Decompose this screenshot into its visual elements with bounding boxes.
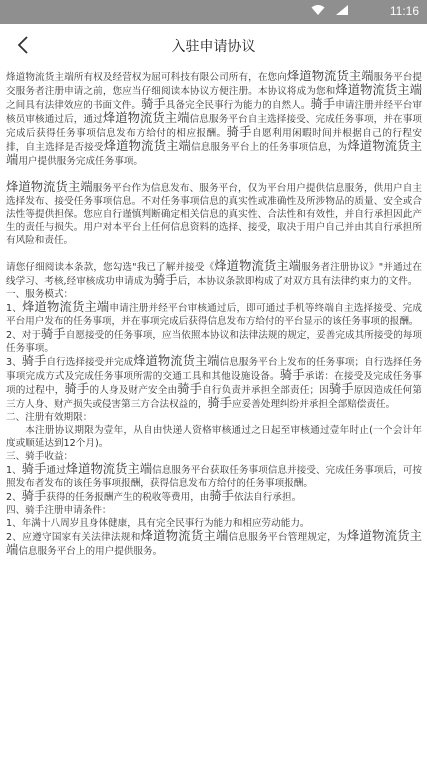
text-segment: 用户提供服务完成任务事项。 [18, 156, 144, 167]
section-heading-income: 三、骑手收益： [6, 451, 74, 462]
emphasized-text: 烽道物流货主端 [286, 70, 374, 83]
clause-conditions-1: 1、年满十八周岁且身体健康，具有完全民事行为能力和相应劳动能力。 [6, 518, 310, 529]
text-segment: 信息服务平台上发布的任务事项；自行选择任务事项完成方式及完成任务事项所需的交通工具和其他设施设备。 [6, 357, 422, 382]
text-segment: 信息服务平台自主选择接受、完成任务事项，并在事项完成后获得任务事项信息发布方给付的相应报酬。 [6, 114, 422, 139]
emphasized-text: 骑手 [328, 382, 354, 396]
text-segment: 请您仔细阅读本条款，您勾选"我已了解并接受《 [6, 262, 215, 273]
emphasized-text: 骑手 [41, 327, 66, 341]
clause-conditions-2 [6, 530, 422, 558]
signal-icon [335, 4, 349, 16]
section-heading-conditions: 四、骑手注册申请条件： [6, 505, 112, 516]
text-segment: 自行负责并承担全部责任；因 [202, 385, 329, 396]
nav-bar [0, 24, 427, 66]
emphasized-text: 骑手 [21, 354, 47, 368]
emphasized-text: 骑手 [310, 97, 336, 111]
text-segment: 2、应遵守国家有关法律法规和 [6, 532, 141, 543]
emphasized-text: 烽道物流货主端 [102, 111, 190, 125]
text-segment: 后，本协议条款即构成了对双方具有法律约束力的文件。 [177, 276, 418, 287]
emphasized-text: 烽道物流货主端 [6, 180, 93, 194]
page-title: 入驻申请协议 [171, 39, 256, 55]
clause-service-3 [6, 355, 422, 411]
clause-validity-1: 本注册协议期限为壹年，从自由快递人资格审核通过之日起至审核通过壹年时止(一个会计年度或顺延达到12个月)。 [6, 425, 422, 449]
text-segment: 原因造成任何第三方人身、财产损失或侵害第三方合法权益的， [6, 385, 422, 410]
emphasized-text: 烽道物流货主端 [140, 529, 229, 543]
emphasized-text: 骑手 [209, 489, 235, 503]
emphasized-text: 烽道物流货主端 [103, 139, 192, 153]
text-segment: 信息服务平台获取任务事项信息并接受、完成任务事项后，可按照发布者发布的该任务事项报酬，获得信息发布方给付的任务事项报酬。 [6, 465, 422, 489]
clause-service-2 [6, 328, 422, 355]
emphasized-text: 烽道物流货主端 [6, 139, 422, 167]
clause-service-1 [6, 301, 422, 328]
text-segment: 3、 [6, 357, 22, 368]
agreement-paragraph-disclaimer [6, 181, 422, 247]
text-segment: 1、 [6, 465, 22, 476]
text-segment: 具备完全民事行为能力的自然人。 [165, 100, 311, 111]
text-segment: 1、 [6, 303, 23, 314]
emphasized-text: 骑手 [207, 396, 233, 410]
text-segment: 服务平台作为信息发布、服务平台，仅为平台用户提供信息服务，供用户自主选择发布、接受任务事项信息。不对任务事项信息的真实性或准确性及所涉物品的质量、安全或合法性等提供担保。您应自行谨慎判断确定相关信息的真实性、合法性和有效性，并自行承担因此产生的责任与损失。用户对本平台上任何信息资料的选择、接受，取决于用户自己并由其自行承担所有风险和责任。 [6, 183, 422, 246]
text-segment: 自愿利用闲暇时间并根据自己的行程安排，自主选择是否接受 [6, 128, 422, 153]
text-segment: 信息服务平台管理规定，为 [228, 532, 347, 543]
text-segment: 2、对于 [6, 330, 42, 341]
emphasized-text: 烽道物流货主端 [335, 83, 422, 97]
agreement-content[interactable] [6, 70, 422, 750]
emphasized-text: 骑手 [21, 489, 47, 503]
emphasized-text: 骑手 [177, 382, 203, 396]
emphasized-text: 骑手 [279, 368, 305, 382]
status-time: 11:16 [389, 4, 419, 18]
clause-income-1 [6, 463, 422, 490]
status-icons [311, 4, 349, 16]
text-segment: 自行选择接受并完成 [46, 357, 134, 368]
text-segment: 的人身及财产安全由 [89, 385, 178, 396]
emphasized-text: 烽道物流货主端 [65, 462, 153, 476]
emphasized-text: 烽道物流货主端 [6, 529, 422, 557]
text-segment: 服务者注册协议》"并通过在线学习、考核,经审核成功申请成为 [6, 262, 422, 287]
text-segment: 之间具有法律效应的书面文件。 [6, 100, 142, 111]
text-segment: 烽道物流货主端所有权及经营权为屈可科技有限公司所有，在您向 [6, 72, 287, 83]
emphasized-text: 骑手 [226, 125, 253, 139]
text-segment: 依法自行承担。 [234, 492, 302, 503]
section-heading-validity: 二、注册有效期限： [6, 412, 93, 423]
text-segment: 申请注册并经平台审核通过后，即可通过手机等终端自主选择接受、完成平台用户发布的任务事项，并在事项完成后获得信息发布方给付的平台显示的该任务事项的报酬。 [6, 303, 422, 327]
agreement-paragraph-consent [6, 260, 422, 288]
emphasized-text: 骑手 [141, 97, 166, 111]
emphasized-text: 烽道物流货主端 [22, 300, 110, 314]
text-segment: 申请注册并经平台审核员审核通过后，通过 [6, 100, 422, 125]
text-segment: 服务平台提交服务者注册申请之前，您应当仔细阅读本协议方便注册。本协议将成为您和 [6, 72, 422, 97]
text-segment: 2、 [6, 492, 22, 503]
text-segment: 信息服务平台上的任务事项信息，为 [191, 142, 348, 153]
emphasized-text: 骑手 [64, 382, 90, 396]
agreement-paragraph-intro [6, 70, 422, 168]
emphasized-text: 烽道物流货主端 [133, 354, 220, 368]
text-segment: 自愿接受的任务事项，应当依照本协议和法律法规的规定，妥善完成其所接受的每项任务事项。 [6, 330, 422, 354]
status-bar [0, 0, 427, 24]
text-segment: 获得的任务报酬产生的税收等费用，由 [46, 492, 210, 503]
emphasized-text: 烽道物流货主端 [214, 259, 302, 273]
text-segment: 承诺：在接受及完成任务事项的过程中， [6, 371, 422, 396]
wifi-icon [311, 4, 325, 16]
clause-income-2 [6, 490, 422, 504]
text-segment: 通过 [46, 465, 66, 476]
text-segment: 信息服务平台上的用户提供服务。 [18, 546, 163, 557]
emphasized-text: 骑手 [152, 273, 178, 287]
emphasized-text: 骑手 [21, 462, 47, 476]
section-heading-service-mode: 一、服务模式： [6, 289, 74, 300]
text-segment: 应妥善处理纠纷并承担全部赔偿责任。 [232, 399, 396, 410]
